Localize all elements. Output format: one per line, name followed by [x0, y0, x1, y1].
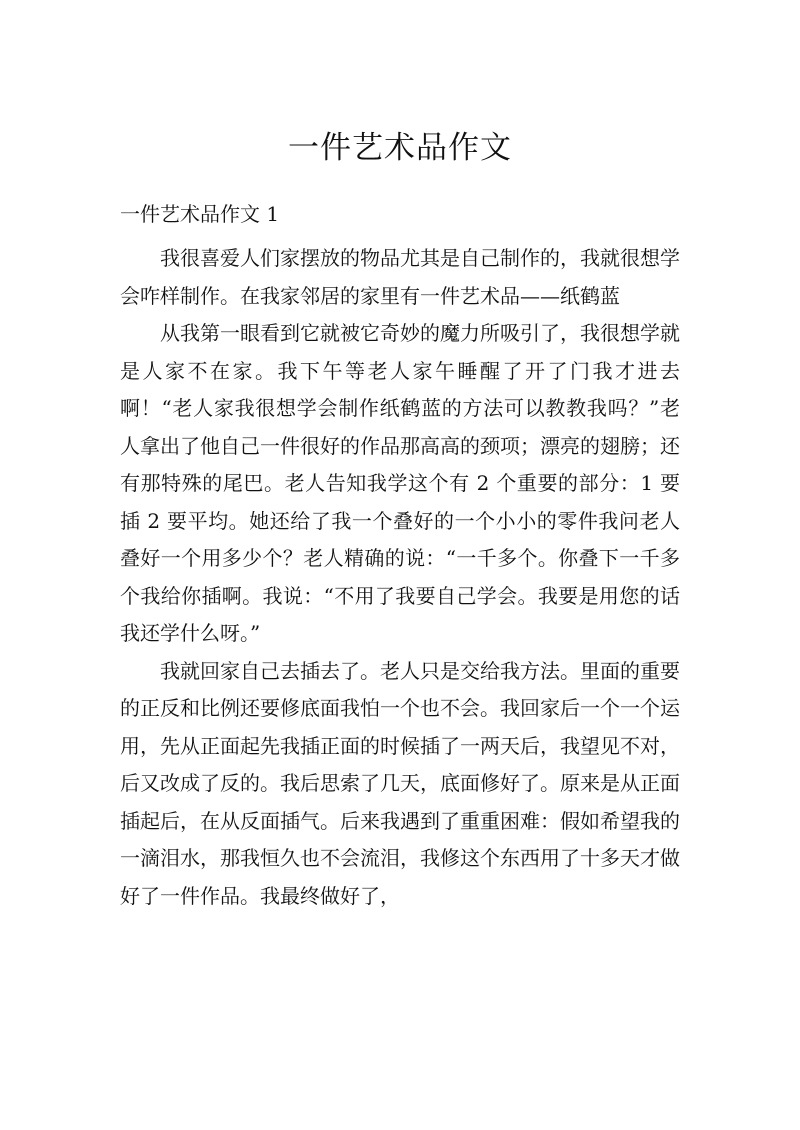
section-heading: 一件艺术品作文 1 — [120, 202, 280, 226]
document-title: 一件艺术品作文 — [288, 130, 512, 166]
paragraph: 我很喜爱人们家摆放的物品尤其是自己制作的，我就很想学会咋样制作。在我家邻居的家里有一件艺术品——纸鹤蓝 — [120, 246, 680, 308]
essay-body — [120, 240, 680, 915]
paragraph: 从我第一眼看到它就被它奇妙的魔力所吸引了，我很想学就是人家不在家。我下午等老人家午睡醒了开了门我才进去啊！“老人家我很想学会制作纸鹤蓝的方法可以教教我吗？”老人拿出了他自己一件很好的作品那高高的颈项；漂亮的翅膀；还有那特殊的尾巴。老人告知我学这个有 2 个重要的部分：1 要插 2 要平均。她还给了我一个叠好的一个小小的零件我问老人叠好一个用多少个？老人精确的说：“一千多个。你叠下一千多个我给你插啊。我说：“不用了我要自己学会。我要是用您的话我还学什么呀。” — [120, 321, 680, 645]
paragraph: 我就回家自己去插去了。老人只是交给我方法。里面的重要的正反和比例还要修底面我怕一个也不会。我回家后一个一个运用，先从正面起先我插正面的时候插了一两天后，我望见不对，后又改成了反的。我后思索了几天，底面修好了。原来是从正面插起后，在从反面插气。后来我遇到了重重困难：假如希望我的一滴泪水，那我恒久也不会流泪，我修这个东西用了十多天才做好了一件作品。我最终做好了， — [120, 658, 680, 908]
